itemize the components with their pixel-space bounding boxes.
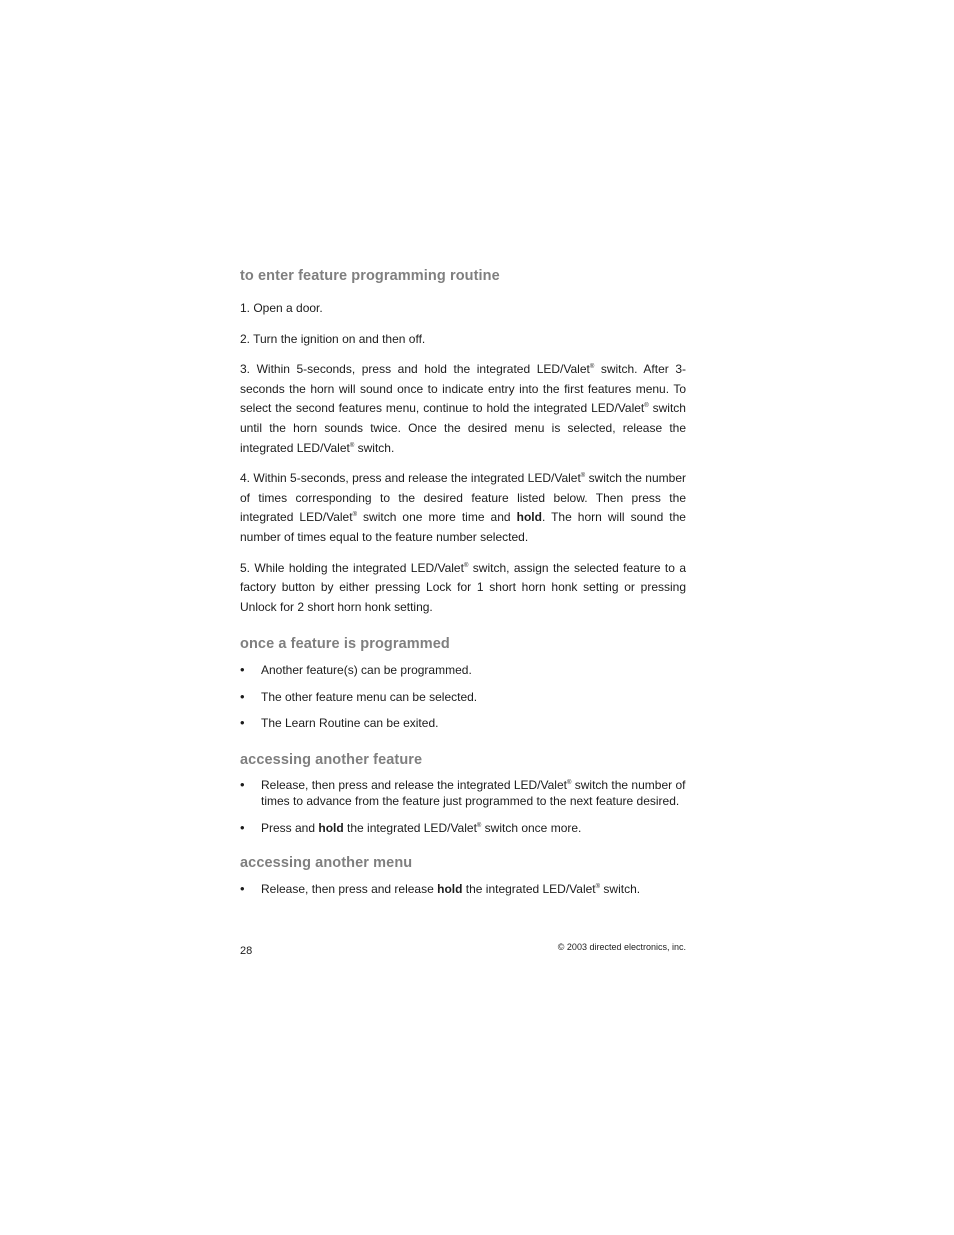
- list-item-text: Press and: [261, 820, 319, 835]
- section-heading-programmed: once a feature is programmed: [240, 636, 450, 653]
- list-item: [240, 820, 686, 837]
- registered-mark: ®: [589, 364, 595, 371]
- registered-mark: ®: [566, 779, 572, 786]
- step-3-text: 3. Within 5-seconds, press and hold the integrated LED/Valet: [240, 362, 590, 377]
- list-item: [240, 881, 686, 898]
- step-3: [240, 360, 686, 458]
- list-item-text: Another feature(s) can be programmed.: [261, 663, 472, 678]
- list-item-text: switch once more.: [481, 820, 582, 835]
- registered-mark: ®: [580, 473, 586, 480]
- list-item-text: Release, then press and release: [261, 882, 438, 897]
- step-4-text: 4. Within 5-seconds, press and release the integrated LED/Valet: [240, 471, 581, 486]
- list-item: [240, 689, 686, 706]
- bullet-icon: •: [240, 776, 245, 792]
- list-item-text: The other feature menu can be selected.: [261, 689, 478, 704]
- step-4-text: switch the number of times corresponding to the desired feature listed below. Then press the integrated LED/Valet: [240, 471, 686, 525]
- list-item: [240, 715, 686, 732]
- another-feature-list: [240, 777, 686, 837]
- list-item: [240, 777, 686, 810]
- section-heading-another-feature: accessing another feature: [240, 751, 423, 768]
- copyright-notice: © 2003 directed electronics, inc.: [557, 942, 686, 952]
- step-3-text: switch.: [354, 440, 395, 455]
- section-heading-another-menu: accessing another menu: [240, 855, 413, 872]
- registered-mark: ®: [595, 884, 601, 891]
- step-3-text: switch until the horn sounds twice. Once the desired menu is selected, release the integrated LED/Valet: [240, 401, 686, 455]
- step-4: [240, 469, 686, 547]
- bold-hold: hold: [318, 820, 344, 835]
- step-4-text: . The horn will sound the number of times equal to the feature number selected.: [240, 510, 686, 544]
- list-item-text: Release, then press and release the integrated LED/Valet: [261, 777, 567, 792]
- list-item-text: the integrated LED/Valet: [343, 820, 477, 835]
- page-number: 28: [240, 945, 253, 957]
- programmed-list: [240, 662, 686, 732]
- step-4-text: switch one more time and: [356, 510, 517, 525]
- bullet-icon: •: [240, 662, 245, 678]
- step-3-text: switch. After 3-seconds the horn will sound once to indicate entry into the first features menu. To select the second features menu, continue to hold the integrated LED/Valet: [240, 362, 686, 416]
- step-5-text: 5. While holding the integrated LED/Valet: [240, 560, 464, 575]
- bullet-icon: •: [240, 688, 245, 704]
- bullet-icon: •: [240, 715, 245, 731]
- registered-mark: ®: [644, 403, 649, 410]
- bullet-icon: •: [240, 881, 245, 897]
- list-item-text: The Learn Routine can be exited.: [261, 716, 439, 731]
- list-item-text: switch the number of times to advance from the feature just programmed to the next feature desired.: [261, 777, 686, 809]
- list-item-text: the integrated LED/Valet: [462, 882, 596, 897]
- list-item-text: switch.: [600, 882, 641, 897]
- step-1: 1. Open a door.: [240, 301, 323, 315]
- bold-hold: hold: [437, 882, 463, 897]
- another-menu-list: [240, 881, 686, 898]
- bullet-icon: •: [240, 819, 245, 835]
- registered-mark: ®: [463, 562, 469, 569]
- section-heading-enter: to enter feature programming routine: [240, 268, 500, 284]
- bold-hold: hold: [516, 510, 542, 525]
- registered-mark: ®: [476, 822, 482, 829]
- registered-mark: ®: [349, 442, 355, 449]
- step-5: [240, 559, 686, 618]
- step-5-text: switch, assign the selected feature to a factory button by either pressing Lock for 1 short horn honk setting or pressing Unlock for 2 short horn honk setting.: [240, 560, 687, 614]
- list-item: [240, 662, 686, 679]
- page-content: [240, 268, 686, 898]
- registered-mark: ®: [352, 512, 357, 519]
- step-2: 2. Turn the ignition on and then off.: [240, 331, 426, 346]
